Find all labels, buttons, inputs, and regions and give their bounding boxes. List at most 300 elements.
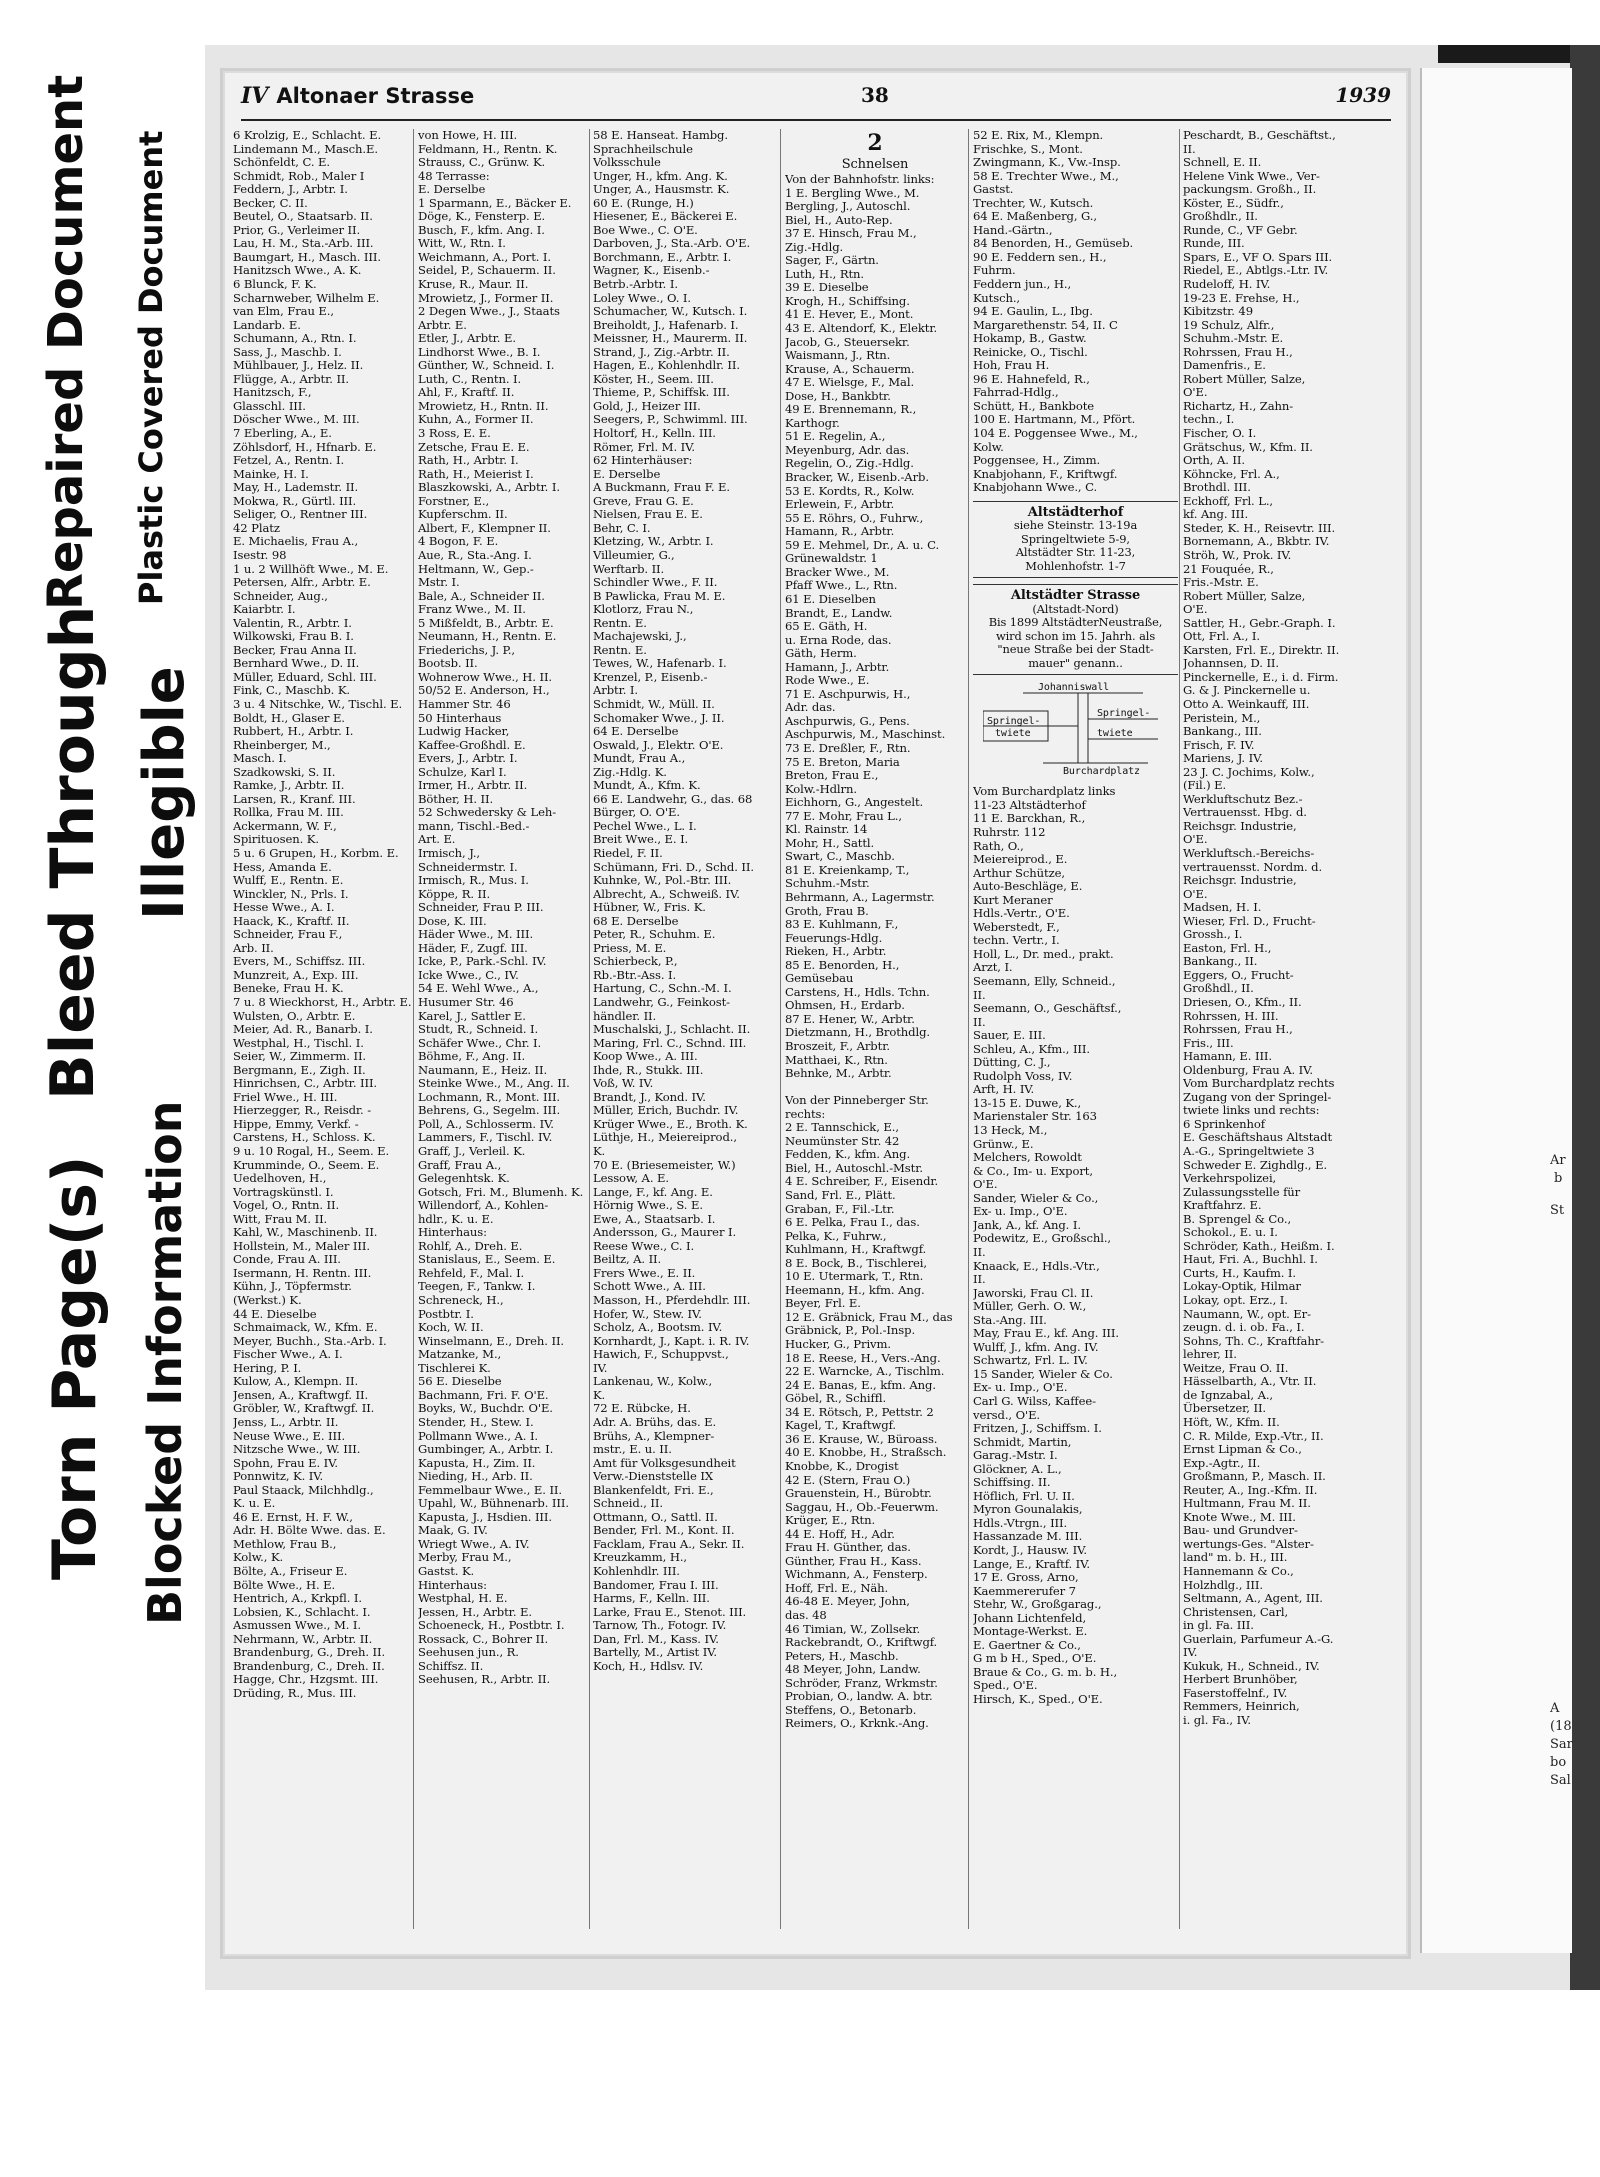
directory-entry: Rath, O.,	[973, 839, 1024, 853]
directory-entry: Machajewski, J.,	[593, 630, 687, 644]
directory-entry: Mokwa, R., Gürtl. III.	[233, 494, 357, 508]
directory-entry: Feddern jun., H.,	[973, 278, 1072, 292]
directory-entry: 73 E. Dreßler, F., Rtn.	[785, 741, 911, 755]
directory-entry: Friel Wwe., H. III.	[233, 1090, 338, 1104]
directory-entry: Werftarb. II.	[593, 562, 665, 576]
directory-entry: Studt, R., Schneid. I.	[418, 1023, 539, 1037]
directory-entry: Fischer Wwe., A. I.	[233, 1348, 343, 1362]
directory-entry: Döscher Wwe., M. III.	[233, 413, 360, 427]
directory-entry: Faserstoffelnf., IV.	[1183, 1686, 1288, 1700]
directory-entry: Hultmann, Frau M. II.	[1183, 1497, 1311, 1511]
box-line: Springeltwiete 5-9,	[1021, 531, 1130, 546]
directory-entry: Bölte Wwe., H. E.	[233, 1578, 336, 1592]
directory-entry: 1 E. Bergling Wwe., M.	[785, 186, 920, 200]
directory-entry: Biel, H., Auto-Rep.	[785, 213, 893, 227]
directory-entry: versd., O'E.	[973, 1408, 1041, 1422]
directory-entry: Landwehr, G., Feinkost-	[593, 996, 730, 1009]
directory-entry: Kohlenhdlr. III.	[593, 1564, 680, 1578]
directory-entry: Bergmann, E., Zigh. II.	[233, 1063, 366, 1077]
directory-entry: Spars, E., VF O. Spars III.	[1183, 250, 1333, 264]
directory-entry: Kl. Rainstr. 14	[785, 823, 868, 837]
directory-entry: Wulff, J., kfm. Ang. IV.	[973, 1340, 1099, 1354]
directory-entry: Fuhrm.	[973, 264, 1016, 278]
directory-entry: 5 u. 6 Grupen, H., Korbm. E.	[233, 846, 399, 860]
directory-entry: Mainke, H. I.	[233, 467, 309, 481]
directory-entry: Kühn, J., Töpfermstr.	[233, 1280, 352, 1294]
box-line: mauer" genann..	[1028, 655, 1123, 670]
directory-entry: Nehrmann, W., Arbtr. II.	[233, 1632, 373, 1646]
directory-entry: Lüthje, H., Meiereiprod.,	[593, 1131, 737, 1145]
directory-entry: Muschalski, J., Schlacht. II.	[593, 1023, 751, 1037]
directory-entry: Schweder E. Zighdlg., E.	[1183, 1158, 1328, 1172]
directory-entry: Lau, H. M., Sta.-Arb. III.	[233, 237, 374, 251]
directory-entry: Rath, H., Meierist I.	[418, 467, 534, 481]
directory-entry: Wichmann, A., Fensterp.	[785, 1568, 928, 1582]
directory-entry: A.-G., Springeltwiete 3	[1183, 1145, 1315, 1159]
directory-entry: 34 E. Rötsch, P., Pettstr. 2	[785, 1405, 934, 1419]
directory-entry: Seliger, O., Rentner III.	[233, 508, 368, 522]
directory-entry: Vom Burchardplatz links	[973, 785, 1116, 799]
directory-entry: 71 E. Aschpurwis, H.,	[785, 687, 911, 701]
directory-entry: Hdls.-Vtrgn., III.	[973, 1516, 1068, 1530]
directory-entry: 54 E. Wehl Wwe., A.,	[418, 982, 539, 996]
directory-entry: O'E.	[973, 1178, 998, 1192]
directory-entry: Conde, Frau A. III.	[233, 1253, 341, 1267]
directory-entry: Curts, H., Kaufm. I.	[1183, 1266, 1296, 1280]
directory-entry: 7 u. 8 Wieckhorst, H., Arbtr. E.	[233, 996, 411, 1009]
directory-entry: Grätschus, W., Kfm. II.	[1183, 440, 1313, 454]
directory-entry: Carstens, H., Schloss. K.	[233, 1131, 376, 1145]
directory-entry: Jaworski, Frau Cl. II.	[973, 1286, 1094, 1300]
directory-entry: Bachmann, Fri. F. O'E.	[418, 1388, 549, 1402]
directory-entry: Kahl, W., Maschinenb. II.	[233, 1226, 378, 1240]
directory-entry: Rheinberger, M.,	[233, 738, 331, 752]
directory-entry: Seemann, O., Geschäftsf.,	[973, 1002, 1122, 1016]
column-6	[1183, 129, 1393, 1728]
directory-entry: Winselmann, E., Dreh. II.	[418, 1334, 565, 1348]
directory-entry: Voß, W. IV.	[593, 1077, 654, 1091]
directory-entry: Oswald, J., Elektr. O'E.	[593, 738, 724, 752]
column-5	[973, 129, 1178, 1707]
facing-fragment: (18	[1550, 1719, 1572, 1734]
directory-entry: Andersson, G., Maurer I.	[593, 1226, 737, 1240]
directory-entry: Römer, Frl. M. IV.	[593, 440, 695, 454]
directory-entry: u. Erna Rode, das.	[785, 633, 892, 647]
bleed-through-label: Bleed Through	[38, 605, 108, 1100]
directory-entry: 75 E. Breton, Maria	[785, 755, 900, 769]
directory-entry: Kupferschm. II.	[418, 508, 508, 522]
directory-entry: Ponnwitz, K. IV.	[233, 1470, 324, 1484]
directory-entry: Wriegt Wwe., A. IV.	[418, 1537, 530, 1551]
blocked-information-label: Blocked Information	[138, 1100, 192, 1625]
directory-entry: 6 E. Pelka, Frau I., das.	[785, 1216, 920, 1230]
facing-fragment: Ar	[1550, 1153, 1566, 1168]
directory-entry: Meyenburg, Adr. das.	[785, 443, 910, 457]
directory-entry: packungsm. Großh., II.	[1183, 183, 1317, 197]
directory-entry: Femmelbaur Wwe., E. II.	[418, 1483, 562, 1497]
directory-entry: Erlewein, F., Arbtr.	[785, 498, 895, 512]
directory-entry: O'E.	[1183, 386, 1208, 400]
directory-entry: Lange, F., kf. Ang. E.	[593, 1185, 713, 1199]
directory-entry: Schiffsz. II.	[418, 1659, 484, 1673]
directory-entry: 68 E. Derselbe	[593, 914, 679, 928]
directory-entry: Schröder, Franz, Wrkmstr.	[785, 1676, 938, 1690]
directory-entry: Runde, III.	[1183, 237, 1245, 251]
directory-entry: Heemann, H., kfm. Ang.	[785, 1283, 925, 1297]
directory-entry: van Elm, Frau E.,	[233, 305, 334, 319]
directory-entry: Luth, C., Rentn. I.	[418, 372, 522, 386]
directory-entry: Lessow, A. E.	[593, 1172, 669, 1186]
directory-entry: Sprachheilschule	[593, 142, 693, 156]
directory-entry: Hdls.-Vertr., O'E.	[973, 907, 1070, 921]
directory-entry: Montage-Werkst. E.	[973, 1625, 1088, 1639]
page-header	[241, 81, 1391, 115]
directory-entry: IV.	[1183, 1646, 1198, 1660]
directory-entry: Reese Wwe., C. I.	[593, 1239, 695, 1253]
label-strip	[0, 0, 205, 2177]
directory-entry: Graban, F., Fil.-Ltr.	[785, 1202, 895, 1216]
directory-entry: Arthur Schütze,	[973, 866, 1065, 880]
directory-entry: Hamann, R., Arbtr.	[785, 525, 895, 539]
directory-entry: Großhdlr., II.	[1183, 210, 1258, 224]
directory-entry: Hess, Amanda E.	[233, 860, 332, 874]
directory-entry: Knabjohann, F., Kriftwgf.	[973, 467, 1118, 481]
directory-entry: Schomaker Wwe., J. II.	[593, 711, 725, 725]
directory-entry: Zetsche, Frau E. E.	[418, 440, 530, 454]
header-district	[241, 83, 474, 109]
directory-entry: Gröbler, W., Kraftwgf. II.	[233, 1402, 375, 1416]
directory-entry: Köppe, R. II.	[418, 887, 491, 901]
directory-entry: Hartung, C., Schn.-M. I.	[593, 982, 732, 996]
directory-entry: Arb. II.	[233, 941, 274, 955]
directory-entry: 15 Sander, Wieler & Co.	[973, 1367, 1113, 1381]
directory-entry: Hannemann & Co.,	[1183, 1564, 1294, 1578]
directory-entry: Schäfer Wwe., Chr. I.	[418, 1036, 542, 1050]
directory-entry: Kolw.	[973, 440, 1004, 454]
directory-entry: Fahrrad-Hdlg.,	[973, 386, 1059, 400]
directory-entry: Beutel, O., Staatsarb. II.	[233, 210, 373, 224]
directory-entry: i. gl. Fa., IV.	[1183, 1713, 1251, 1727]
facing-fragment: b	[1554, 1171, 1563, 1186]
directory-entry: Poll, A., Schlosserm. IV.	[418, 1117, 554, 1131]
directory-entry: Winckler, N., Prls. I.	[233, 887, 349, 901]
directory-entry: Frisch, F. IV.	[1183, 738, 1255, 752]
directory-entry: Krenzel, P., Eisenb.-	[593, 670, 708, 684]
directory-entry: Naumann, E., Heiz. II.	[418, 1063, 548, 1077]
directory-entry: Zugang von der Springel-	[1183, 1090, 1332, 1104]
box-title: Altstädter Strasse	[1010, 588, 1141, 604]
directory-entry: Westphal, H., Tischl. I.	[233, 1036, 364, 1050]
directory-entry: Johannsen, D. II.	[1183, 657, 1279, 671]
directory-entry: Schümann, Fri. D., Schd. II.	[593, 860, 754, 874]
directory-entry: Verkehrspolizei,	[1183, 1172, 1277, 1186]
directory-entry: Bender, Frl. M., Kont. II.	[593, 1524, 735, 1538]
directory-entry: Dütting, C. J.,	[973, 1056, 1051, 1070]
directory-entry: 2 Degen Wwe., J., Staats	[418, 305, 560, 319]
directory-entry: Weitze, Frau O. II.	[1183, 1361, 1289, 1375]
directory-entry: Fedden, K., kfm. Ang.	[785, 1148, 911, 1162]
directory-entry: Rentn. E.	[593, 643, 647, 657]
directory-entry: Bankang., III.	[1183, 725, 1262, 739]
directory-entry: Blaszkowski, A., Arbtr. I.	[418, 481, 560, 495]
directory-entry: Kulow, A., Klempn. II.	[233, 1375, 359, 1389]
directory-entry: Rubbert, H., Arbtr. I.	[233, 725, 354, 739]
column-3	[593, 129, 776, 1673]
directory-entry: Meier, Ad. R., Banarb. I.	[233, 1023, 373, 1037]
directory-entry: Kuhlmann, H., Kraftwgf.	[785, 1243, 927, 1257]
directory-entry: Nitzsche Wwe., W. III.	[233, 1443, 361, 1457]
facing-fragment: Sal	[1550, 1773, 1571, 1788]
directory-entry: G m b H., Sped., O'E.	[973, 1652, 1097, 1666]
directory-entry: 64 E. Derselbe	[593, 725, 679, 739]
directory-entry: Weichmann, A., Port. I.	[418, 250, 551, 264]
directory-entry: Wulff, E., Rentn. E.	[233, 874, 344, 888]
directory-entry: Guerlain, Parfumeur A.-G.	[1183, 1632, 1334, 1646]
directory-entry: kf. Ang. III.	[1183, 508, 1249, 522]
directory-entry: Feuerungs-Hdlg.	[785, 931, 883, 945]
directory-entry: Arbtr. I.	[593, 684, 638, 698]
directory-entry: Merby, Frau M.,	[418, 1551, 512, 1565]
directory-entry: Petersen, Alfr., Arbtr. E.	[233, 576, 371, 590]
directory-entry: 96 E. Hahnefeld, R.,	[973, 372, 1090, 386]
directory-entry: Bau- und Grundver-	[1183, 1524, 1298, 1538]
directory-entry: Schott Wwe., A. III.	[593, 1280, 706, 1294]
directory-entry: Lankenau, W., Kolw.,	[593, 1375, 713, 1389]
directory-entry: Evers, M., Schiffsz. III.	[233, 955, 366, 969]
directory-entry: Forstner, E.,	[418, 494, 490, 508]
directory-entry: Neuse Wwe., E. III.	[233, 1429, 346, 1443]
directory-entry: Beneke, Frau H. K.	[233, 982, 344, 996]
directory-entry: Ihde, R., Stukk. III.	[593, 1063, 704, 1077]
directory-entry: Graff, J., Verleil. K.	[418, 1145, 526, 1159]
directory-entry: Husumer Str. 46	[418, 996, 514, 1009]
directory-entry: 44 E. Hoff, H., Adr.	[785, 1527, 895, 1541]
directory-entry: Broszeit, F., Arbtr.	[785, 1040, 890, 1053]
directory-entry	[785, 1081, 965, 1095]
facing-fragment: A	[1550, 1701, 1560, 1716]
directory-entry: Hörnig Wwe., S. E.	[593, 1199, 703, 1213]
directory-entry: Wohnerow Wwe., H. II.	[418, 670, 553, 684]
directory-entry: Damenfris., E.	[1183, 359, 1266, 373]
directory-entry: Methlow, Frau B.,	[233, 1537, 337, 1551]
box-line: siehe Steinstr. 13-19a	[1013, 518, 1138, 533]
directory-entry: Postbtr. I.	[418, 1307, 474, 1321]
directory-entry: Bernhard Wwe., D. II.	[233, 657, 360, 671]
directory-entry: Döge, K., Fensterp. E.	[418, 210, 546, 224]
directory-entry: techn., I.	[1183, 413, 1235, 427]
directory-entry: Masch. I.	[233, 752, 287, 766]
directory-entry: 24 E. Banas, E., kfm. Ang.	[785, 1378, 936, 1392]
directory-entry: Kaffee-Großhdl. E.	[418, 738, 526, 752]
directory-entry: Pinckernelle, E., i. d. Firm.	[1183, 670, 1339, 684]
directory-entry: 61 E. Dieselben	[785, 592, 876, 606]
directory-entry: mstr., E. u. II.	[593, 1443, 672, 1457]
directory-entry: 22 E. Warncke, A., Tischlm.	[785, 1365, 945, 1379]
directory-entry: hdlr., K. u. E.	[418, 1212, 494, 1226]
facing-fragment: bo	[1550, 1755, 1567, 1770]
section-title: Schnelsen	[841, 157, 909, 172]
directory-entry: Jacob, G., Steuersekr.	[785, 335, 910, 349]
facing-fragment: Sar	[1550, 1737, 1573, 1752]
directory-entry: 19-23 E. Frehse, H.,	[1183, 291, 1300, 305]
directory-entry: Verw.-Dienststelle IX	[593, 1470, 713, 1484]
directory-entry: Bornemann, A., Bkbtr. IV.	[1183, 535, 1330, 549]
directory-entry: Meyer, Buchh., Sta.-Arb. I.	[233, 1334, 387, 1348]
directory-entry: Knobbe, K., Drogist	[785, 1459, 899, 1473]
directory-entry: Breiholdt, J., Hafenarb. I.	[593, 318, 739, 332]
directory-entry: Lange, E., Kraftf. IV.	[973, 1557, 1090, 1571]
directory-entry: Kukuk, H., Schneid., IV.	[1183, 1659, 1320, 1673]
directory-entry: Podewitz, E., Großschl.,	[973, 1232, 1111, 1246]
directory-entry: Darboven, J., Sta.-Arb. O'E.	[593, 237, 751, 251]
directory-entry: Bale, A., Schneider II.	[418, 589, 545, 603]
directory-entry: Jenss, L., Arbtr. II.	[233, 1415, 339, 1429]
directory-entry: Grünewaldstr. 1	[785, 552, 878, 566]
directory-entry: Spirituosen. K.	[233, 833, 319, 847]
directory-entry: Koch, W. II.	[418, 1321, 484, 1335]
directory-entry: B. Sprengel & Co.,	[1183, 1212, 1292, 1226]
directory-entry: 70 E. (Briesemeister, W.)	[593, 1158, 736, 1172]
directory-entry: Richartz, H., Zahn-	[1183, 399, 1294, 413]
directory-entry: Kruse, R., Maur. II.	[418, 278, 529, 292]
district-number: IV	[241, 83, 269, 109]
directory-entry: II.	[973, 988, 986, 1002]
directory-entry: Adr. das.	[785, 701, 836, 715]
directory-entry: Schröder, Kath., Heißm. I.	[1183, 1239, 1335, 1253]
directory-entry: Dietzmann, H., Brothdlg.	[785, 1026, 931, 1040]
directory-entry: Hinrichsen, C., Arbtr. III.	[233, 1077, 378, 1091]
directory-entry: 84 Benorden, H., Gemüseb.	[973, 237, 1134, 251]
directory-entry: Borchmann, E., Arbtr. I.	[593, 250, 732, 264]
directory-entry: (Fil.) E.	[1183, 779, 1227, 793]
directory-entry: Hoff, Frl. E., Näh.	[785, 1581, 889, 1595]
directory-entry: Kornhardt, J., Kapt. i. R. IV.	[593, 1334, 750, 1348]
directory-entry: II.	[973, 1245, 986, 1259]
directory-entry: Frers Wwe., E. II.	[593, 1266, 696, 1280]
directory-entry: Fischer, O. I.	[1183, 427, 1257, 441]
directory-entry: Breton, Frau E.,	[785, 769, 879, 783]
directory-entry: Riedel, F. II.	[593, 846, 663, 860]
directory-entry: Ramke, J., Arbtr. II.	[233, 779, 345, 793]
directory-entry: Kraftfahrz. E.	[1183, 1199, 1262, 1213]
directory-entry: Herbert Brunhöber,	[1183, 1673, 1298, 1687]
directory-entry: Schneider, Aug.,	[233, 589, 328, 603]
directory-entry: 52 Schwedersky & Leh-	[418, 806, 557, 820]
directory-entry: Knabjohann Wwe., C.	[973, 481, 1098, 495]
box-line: wird schon im 15. Jahrh. als	[995, 628, 1156, 643]
directory-entry: Bölte, A., Friseur E.	[233, 1564, 348, 1578]
directory-entry: Sander, Wieler & Co.,	[973, 1191, 1099, 1205]
directory-entry: Prior, G., Verleimer II.	[233, 223, 361, 237]
directory-entry: Bankang., II.	[1183, 955, 1258, 969]
column-1	[233, 129, 411, 1700]
directory-entry: Haack, K., Kraftf. II.	[233, 914, 350, 928]
directory-entry: 1 Sparmann, E., Bäcker E.	[418, 196, 572, 210]
directory-entry: Irmisch, J.,	[418, 846, 481, 860]
directory-entry: Icke Wwe., C., IV.	[418, 968, 519, 982]
directory-entry: Ewe, A., Staatsarb. I.	[593, 1212, 716, 1226]
directory-entry: Häder, F., Zugf. III.	[418, 941, 528, 955]
column-4	[785, 129, 965, 1731]
directory-entry: Adr. H. Bölte Wwe. das. E.	[233, 1524, 386, 1538]
illegible-label: Illegible	[132, 666, 197, 920]
directory-entry: 43 E. Altendorf, K., Elektr.	[785, 322, 938, 336]
directory-entry: Kolw.-Hdlrn.	[785, 782, 857, 796]
directory-entry: Exp.-Agtr., II.	[1183, 1456, 1261, 1470]
directory-entry: rechts:	[785, 1107, 826, 1121]
directory-entry: Bergling, J., Autoschl.	[785, 200, 911, 214]
directory-entry: Flügge, A., Arbtr. II.	[233, 372, 350, 386]
directory-entry: Probian, O., landw. A. btr.	[785, 1690, 933, 1704]
directory-entry: E. Gaertner & Co.,	[973, 1638, 1081, 1652]
directory-entry: 42 Platz	[233, 521, 280, 535]
directory-entry: Mühlbauer, J., Helz. II.	[233, 359, 364, 373]
directory-entry: Margarethenstr. 54, II. C	[973, 318, 1118, 332]
directory-entry: 1 u. 2 Willhöft Wwe., M. E.	[233, 562, 389, 576]
directory-entry: 48 Meyer, John, Landw.	[785, 1663, 921, 1677]
directory-entry: Schmidt, Rob., Maler I	[233, 169, 365, 183]
directory-entry: 53 E. Kordts, R., Kolw.	[785, 484, 915, 498]
directory-entry: Drüding, R., Mus. III.	[233, 1686, 357, 1700]
altstaedter-strasse-box	[973, 584, 1178, 675]
directory-entry: Schmaimack, W., Kfm. E.	[233, 1321, 378, 1335]
directory-entry: Kagel, T., Kraftwgf.	[785, 1419, 896, 1433]
directory-entry: Bracker, W., Eisenb.-Arb.	[785, 471, 929, 485]
directory-entry: Rackebrandt, O., Kriftwgf.	[785, 1636, 938, 1650]
directory-entry: Rollka, Frau M. III.	[233, 806, 344, 820]
directory-entry: Eggers, O., Frucht-	[1183, 968, 1294, 982]
directory-entry: Meissner, H., Maurerm. II.	[593, 332, 748, 346]
directory-entry: Dose, H., Bankbtr.	[785, 389, 891, 403]
directory-entry: Karthogr.	[785, 416, 840, 430]
directory-entry: Hollstein, M., Maler III.	[233, 1239, 370, 1253]
page-number: 38	[861, 83, 889, 107]
directory-entry: Uedelhoven, H.,	[233, 1172, 327, 1186]
altstaedterhof-box	[973, 501, 1178, 579]
directory-entry: Mohr, H., Sattl.	[785, 836, 875, 850]
directory-entry: Riedel, E., Abtlgs.-Ltr. IV.	[1183, 264, 1329, 278]
directory-entry: 6 Krolzig, E., Schlacht. E.	[233, 129, 382, 142]
directory-entry: Witt, Frau M. II.	[233, 1212, 328, 1226]
directory-entry: 17 E. Gross, Arno,	[973, 1571, 1079, 1585]
directory-entry: Aschpurwis, M., Maschinst.	[785, 728, 946, 742]
directory-entry: Robert Müller, Salze,	[1183, 372, 1306, 386]
directory-entry: Grünw., E.	[973, 1137, 1034, 1151]
directory-entry: Eckhoff, Frl. L.,	[1183, 494, 1274, 508]
directory-entry: 83 E. Kuhlmann, F.,	[785, 918, 899, 932]
directory-entry: Ströh, W., Prok. IV.	[1183, 548, 1292, 562]
directory-entry: Krause, A., Schauerm.	[785, 362, 915, 376]
directory-entry: 11 E. Barckhan, R.,	[973, 812, 1086, 826]
directory-entry: Carl G. Wilss, Kaffee-	[973, 1394, 1096, 1408]
directory-entry: Masson, H., Pferdehdlr. III.	[593, 1294, 751, 1308]
directory-entry: Evers, J., Arbtr. I.	[418, 752, 518, 766]
directory-entry: Myron Gounalakis,	[973, 1503, 1083, 1517]
directory-entry: Arbtr. E.	[418, 318, 467, 332]
directory-entry: Kapusta, J., Hsdien. III.	[418, 1510, 552, 1524]
directory-entry: Grossh., I.	[1183, 928, 1243, 942]
directory-entry: Sped., O'E.	[973, 1679, 1038, 1693]
directory-entry: Bartelly, M., Artist IV.	[593, 1646, 718, 1660]
directory-entry: Sta.-Ang. III.	[973, 1313, 1047, 1327]
directory-entry: Karel, J., Sattler E.	[418, 1009, 526, 1023]
directory-entry: Sohns, Th. C., Kraftfahr-	[1183, 1334, 1324, 1348]
directory-entry: Hassanzade M. III.	[973, 1530, 1083, 1544]
directory-page	[220, 68, 1411, 1959]
directory-entry: 4 Bogon, F. E.	[418, 535, 499, 549]
directory-entry: Höft, W., Kfm. II.	[1183, 1415, 1280, 1429]
directory-entry: II.	[1183, 142, 1196, 156]
